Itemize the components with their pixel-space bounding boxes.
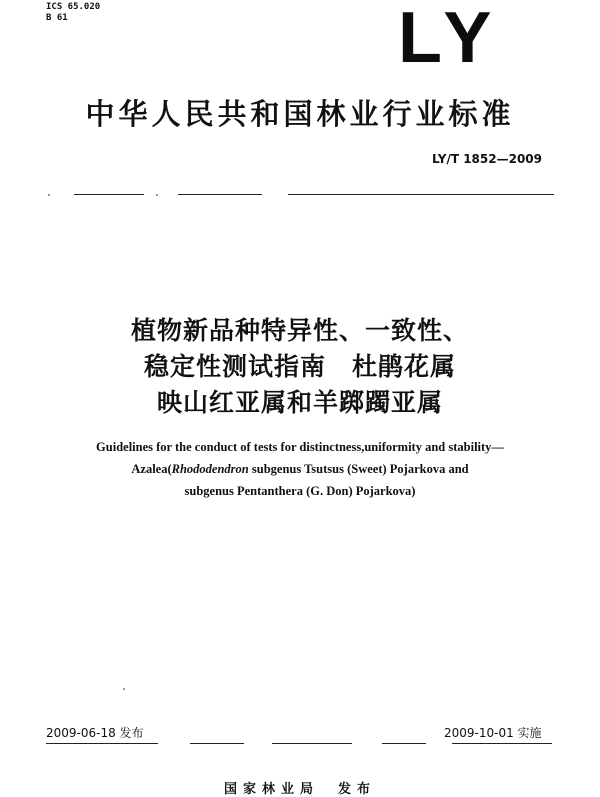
footer-rule-segment: [382, 743, 426, 744]
implement-date: 2009-10-01 实施: [444, 726, 542, 740]
english-title-line: Guidelines for the conduct of tests for distinctness,uniformity and stability—: [96, 440, 504, 454]
ics-code: ICS 65.020: [46, 2, 101, 12]
footer-rule-segment: [46, 743, 158, 744]
standard-title: 中华人民共和国林业行业标准: [85, 97, 515, 131]
english-title-suffix: subgenus Tsutsus (Sweet) Pojarkova and: [248, 462, 469, 476]
publisher-line: 国家林业局 发布: [223, 782, 376, 797]
classification-code: B 61: [46, 13, 68, 23]
header-rule-dot: [48, 194, 50, 196]
footer-rule-segment: [272, 743, 352, 744]
english-title-genus: Rhododendron: [171, 462, 249, 476]
chinese-title-line: 映山红亚属和羊踯躅亚属: [156, 388, 443, 417]
english-title-line: subgenus Pentanthera (G. Don) Pojarkova): [184, 484, 416, 498]
header-rule-dot: [156, 194, 158, 196]
header-rule-segment: [74, 194, 144, 195]
english-title-line: [0, 458, 600, 480]
stray-dot: [123, 688, 125, 690]
chinese-title-line: 稳定性测试指南 杜鹃花属: [143, 352, 456, 381]
header-rule-segment: [178, 194, 262, 195]
ics-code-block: [46, 2, 100, 24]
english-title-prefix: Azalea(: [131, 462, 172, 476]
chinese-title-line: 植物新品种特异性、一致性、: [130, 316, 469, 345]
footer-rule-segment: [190, 743, 244, 744]
header-rule-main: [288, 194, 554, 195]
footer-rule-segment: [452, 743, 552, 744]
ly-logo: LY: [398, 0, 500, 78]
issue-date: 2009-06-18 发布: [46, 726, 144, 740]
standard-number: LY/T 1852—2009: [431, 152, 542, 166]
